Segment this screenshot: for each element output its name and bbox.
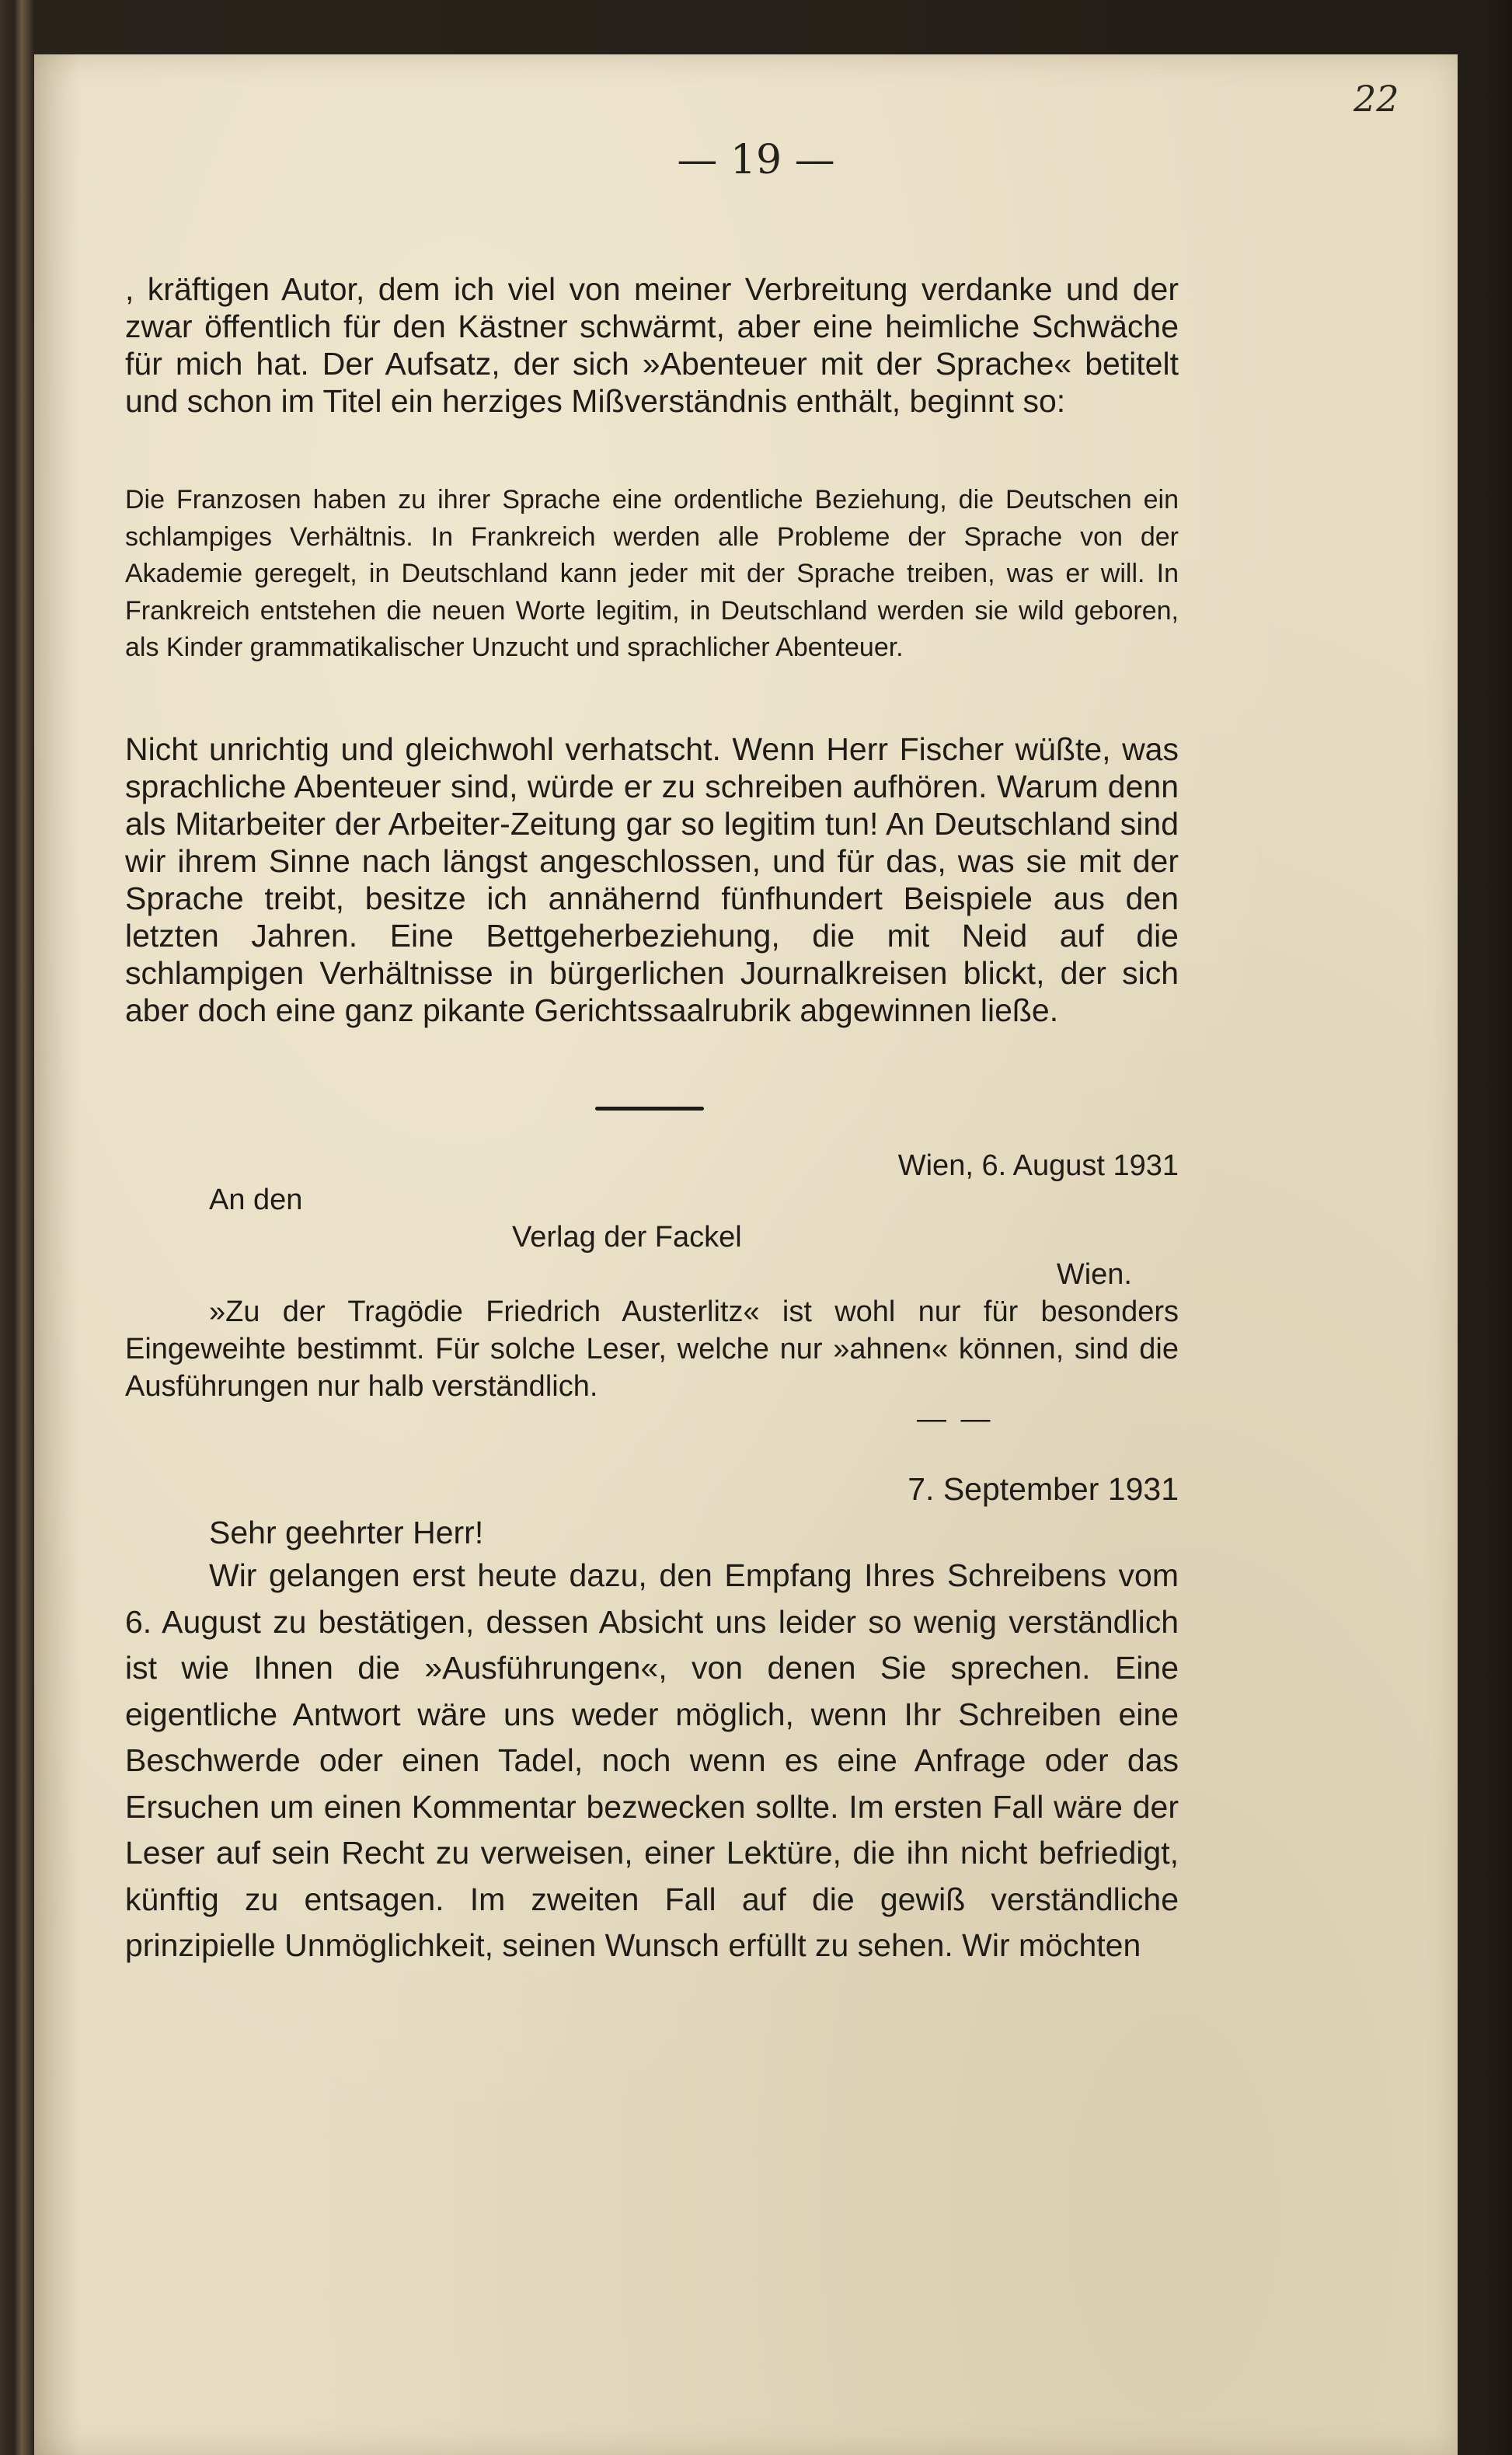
letter-2-body: Wir gelangen erst heute dazu, den Empfang Ihres Schreibens vom 6. August zu bestätigen, dessen Absicht uns leider so wenig verständlich ist wie Ihnen die »Ausführungen«, von denen Sie sprechen. Eine eigentliche Antwort wäre uns weder möglich, wenn Ihr Schreiben eine Beschwerde oder einen Tadel, noch wenn es eine Anfrage oder das Ersuchen um einen Kommentar bezwecken sollte. Im ersten Fall wäre der Leser auf sein Recht zu verweisen, einer Lektüre, die ihn nicht befriedigt, künftig zu entsagen. Im zweiten Fall auf die gewiß verständliche prinzipielle Unmöglichkeit, seinen Wunsch erfüllt zu sehen. Wir möchten	[125, 1557, 1179, 1963]
commentary-block	[125, 731, 1179, 1029]
quotation-paragraph: Die Franzosen haben zu ihrer Sprache eine ordentliche Beziehung, die Deutschen ein schlampiges Verhältnis. In Frankreich werden alle Probleme der Sprache von der Akademie geregelt, in Deutschland kann jeder mit der Sprache treiben, was er will. In Frankreich entstehen die neuen Worte legitim, in Deutschland werden sie wild geboren, als Kinder grammatikalischer Unzucht und sprachlicher Abenteuer.	[125, 485, 1179, 662]
letter-separator: — —	[917, 1403, 994, 1435]
letter-1-address-line-1: An den	[209, 1184, 303, 1216]
letter-1-body: »Zu der Tragödie Friedrich Austerlitz« ist wohl nur für besonders Eingeweihte bestimmt. Für solche Leser, welche nur »ahnen« können, sind die Ausführungen nur halb verständlich.	[125, 1296, 1179, 1403]
quotation-block	[125, 482, 1179, 667]
handwritten-folio-number: 22	[1353, 78, 1399, 120]
intro-block	[125, 270, 1179, 420]
intro-paragraph: , kräftigen Autor, dem ich viel von meiner Verbreitung verdanke und der zwar öffentlich für den Kästner schwärmt, aber eine heimliche Schwäche für mich hat. Der Aufsatz, der sich »Abenteuer mit der Sprache« betitelt und schon im Titel ein herziges Mißverständnis enthält, beginnt so:	[125, 271, 1179, 419]
letter-1-date: Wien, 6. August 1931	[897, 1149, 1179, 1182]
letter-2-salutation: Sehr geehrter Herr!	[209, 1515, 484, 1550]
letter-1-address-line-3: Wien.	[1056, 1258, 1132, 1291]
page-number: — 19 —	[677, 137, 835, 183]
letter-2-date: 7. September 1931	[908, 1471, 1179, 1507]
letter-2	[125, 1470, 1179, 1969]
section-divider-rule	[595, 1107, 704, 1111]
letter-1-address-line-2: Verlag der Fackel	[512, 1221, 742, 1254]
letter-1	[125, 1147, 1179, 1405]
commentary-paragraph: Nicht unrichtig und gleichwohl verhatscht. Wenn Herr Fischer wüßte, was sprachliche Abenteuer sind, würde er zu schreiben aufhören. Warum denn als Mitarbeiter der Arbeiter-Zeitung gar so legitim tun! An Deutschland sind wir ihrem Sinne nach längst angeschlossen, und für das, was sie mit der Sprache treibt, besitze ich annähernd fünfhundert Beispiele aus den letzten Jahren. Eine Bettgeherbeziehung, die mit Neid auf die schlampigen Verhältnisse in bürgerlichen Journalkreisen blickt, der sich aber doch eine ganz pikante Gerichtssaalrubrik abgewinnen ließe.	[125, 731, 1179, 1028]
